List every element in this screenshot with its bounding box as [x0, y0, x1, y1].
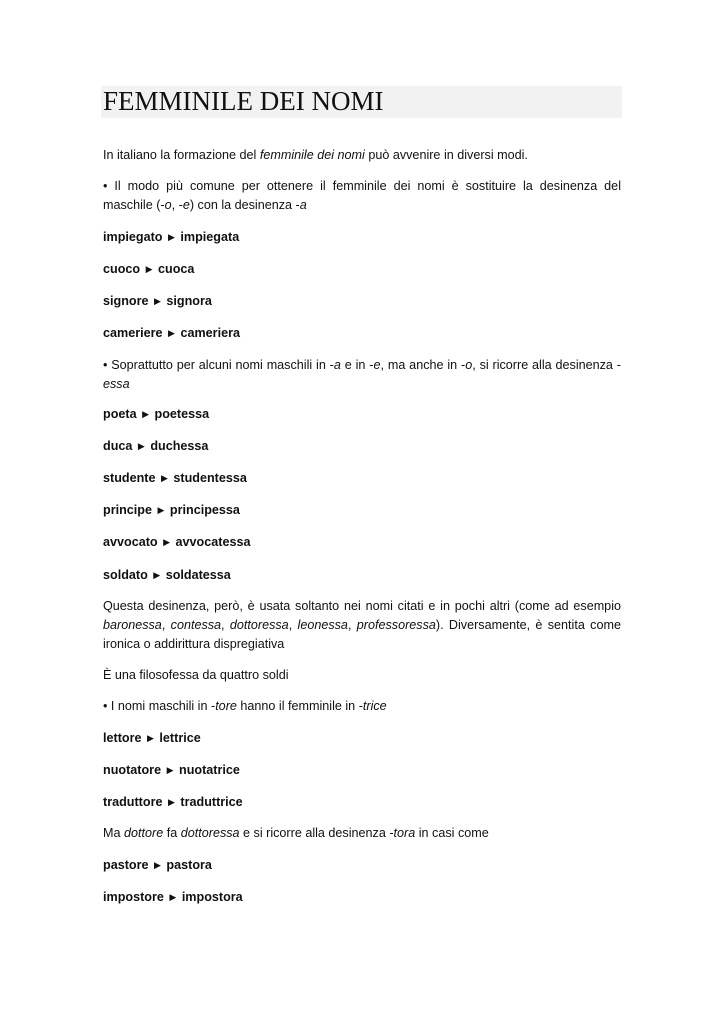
feminine-noun: cuoca	[158, 262, 195, 276]
feminine-noun: principessa	[169, 503, 240, 517]
rule-paragraph-4	[103, 824, 621, 843]
rule-text: in casi come	[415, 826, 489, 840]
arrow-right-icon: ▶	[169, 892, 177, 902]
suffix-italic: a	[299, 198, 307, 212]
arrow-right-icon: ▶	[167, 232, 175, 242]
masculine-noun: studente	[103, 471, 156, 485]
masculine-noun: cuoco	[103, 262, 141, 276]
feminine-noun: impiegata	[180, 230, 240, 244]
arrow-right-icon: ▶	[157, 505, 165, 515]
feminine-noun: poetessa	[154, 407, 210, 421]
example-pair	[103, 324, 621, 343]
example-pair	[103, 405, 621, 424]
rule-text: e si ricorre alla desinenza -	[239, 826, 394, 840]
suffix-italic: e	[182, 198, 190, 212]
masculine-noun: impostore	[103, 890, 164, 904]
suffix-italic: essa	[103, 377, 130, 391]
masculine-noun: duca	[103, 439, 133, 453]
separator: ,	[288, 618, 298, 632]
masculine-noun: soldato	[103, 568, 148, 582]
suffix-italic: o	[465, 358, 473, 372]
example-word-italic: dottoressa	[229, 618, 289, 632]
feminine-noun: signora	[166, 294, 212, 308]
example-pair	[103, 469, 621, 488]
rule-text: fa	[163, 826, 181, 840]
example-word-italic: dottore	[124, 826, 164, 840]
separator: ,	[347, 618, 357, 632]
example-pair	[103, 228, 621, 247]
rule-text: , ma anche in -	[380, 358, 466, 372]
masculine-noun: nuotatore	[103, 763, 162, 777]
example-pair	[103, 888, 621, 907]
example-pair	[103, 566, 621, 585]
rule-text: • Il modo più comune per ottenere il femminile dei nomi è sostituire la desinenza del maschile (-	[103, 179, 621, 212]
masculine-noun: cameriere	[103, 326, 163, 340]
feminine-noun: pastora	[166, 858, 212, 872]
feminine-noun: studentessa	[173, 471, 247, 485]
example-pair	[103, 761, 621, 780]
rule-text: • Soprattutto per alcuni nomi maschili in -	[103, 358, 334, 372]
example-sentence: È una filosofessa da quattro soldi	[103, 668, 289, 682]
masculine-noun: impiegato	[103, 230, 163, 244]
separator: ,	[161, 618, 171, 632]
feminine-noun: traduttrice	[180, 795, 243, 809]
arrow-right-icon: ▶	[145, 264, 153, 274]
example-pair	[103, 501, 621, 520]
masculine-noun: traduttore	[103, 795, 163, 809]
masculine-noun: signore	[103, 294, 149, 308]
rule-text: , -	[171, 198, 183, 212]
arrow-right-icon: ▶	[167, 797, 175, 807]
masculine-noun: poeta	[103, 407, 137, 421]
rule-paragraph-1	[103, 177, 621, 215]
feminine-noun: lettrice	[159, 731, 201, 745]
arrow-right-icon: ▶	[142, 409, 150, 419]
feminine-noun: avvocatessa	[175, 535, 251, 549]
masculine-noun: avvocato	[103, 535, 158, 549]
rule-paragraph-3	[103, 697, 621, 716]
example-word-italic: leonessa	[297, 618, 348, 632]
intro-paragraph	[103, 146, 621, 165]
example-pair	[103, 729, 621, 748]
suffix-italic: tore	[215, 699, 237, 713]
arrow-right-icon: ▶	[168, 328, 175, 338]
rule-text: ) con la desinenza -	[189, 198, 300, 212]
arrow-right-icon: ▶	[137, 441, 145, 451]
example-word-italic: contessa	[170, 618, 222, 632]
arrow-right-icon: ▶	[154, 860, 161, 870]
rule-text: • I nomi maschili in -	[103, 699, 216, 713]
rule-text: e in -	[340, 358, 374, 372]
arrow-right-icon: ▶	[166, 765, 174, 775]
note-paragraph	[103, 597, 621, 654]
suffix-italic: o	[164, 198, 172, 212]
example-pair	[103, 856, 621, 875]
feminine-noun: impostora	[181, 890, 243, 904]
rule-paragraph-2	[103, 356, 621, 394]
masculine-noun: principe	[103, 503, 152, 517]
intro-text-end: può avvenire in diversi modi.	[364, 148, 528, 162]
suffix-italic: trice	[362, 699, 387, 713]
example-pair	[103, 260, 621, 279]
feminine-noun: duchessa	[150, 439, 209, 453]
arrow-right-icon: ▶	[153, 570, 161, 580]
suffix-italic: tora	[393, 826, 416, 840]
feminine-noun: nuotatrice	[179, 763, 240, 777]
example-pair	[103, 793, 621, 812]
arrow-right-icon: ▶	[154, 296, 161, 306]
arrow-right-icon: ▶	[147, 733, 154, 743]
example-pair	[103, 437, 621, 456]
masculine-noun: pastore	[103, 858, 149, 872]
suffix-italic: a	[333, 358, 341, 372]
note-text: ). Diversamente, è sentita come ironica o addirittura dispregiativa	[103, 618, 621, 651]
feminine-noun: cameriera	[180, 326, 240, 340]
intro-text: In italiano la formazione del	[103, 148, 260, 162]
rule-text: Ma	[103, 826, 124, 840]
masculine-noun: lettore	[103, 731, 142, 745]
example-pair	[103, 292, 621, 311]
example-pair	[103, 533, 621, 552]
rule-text: , si ricorre alla desinenza -	[472, 358, 621, 372]
intro-italic-term: femminile dei nomi	[259, 148, 365, 162]
note-text: Questa desinenza, però, è usata soltanto nei nomi citati e in pochi altri (come ad esempio	[103, 599, 621, 613]
example-word-italic: professoressa	[356, 618, 436, 632]
suffix-italic: e	[373, 358, 381, 372]
rule-text: hanno il femminile in -	[236, 699, 363, 713]
arrow-right-icon: ▶	[160, 473, 168, 483]
example-word-italic: dottoressa	[180, 826, 240, 840]
example-word-italic: baronessa	[103, 618, 162, 632]
feminine-noun: soldatessa	[165, 568, 231, 582]
separator: ,	[221, 618, 230, 632]
arrow-right-icon: ▶	[163, 537, 171, 547]
page-title: FEMMINILE DEI NOMI	[103, 86, 384, 116]
